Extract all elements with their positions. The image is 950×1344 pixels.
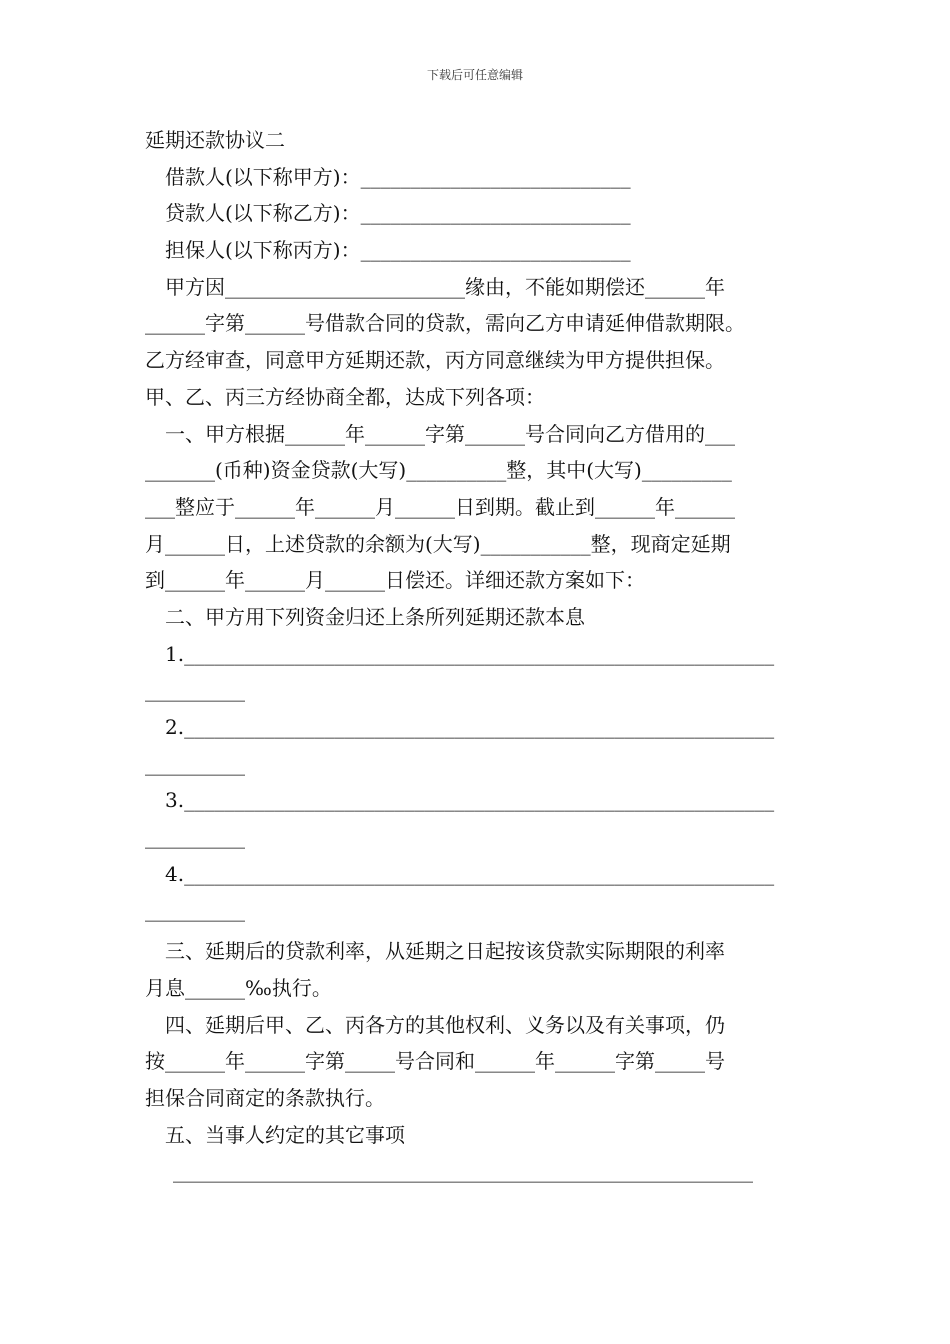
- preamble-line: 乙方经审查，同意甲方延期还款，丙方同意继续为甲方提供担保。: [145, 348, 725, 373]
- repayment-item-3: 3.___________________________________________________________: [165, 788, 775, 813]
- clause-5-heading: 五、当事人约定的其它事项: [165, 1122, 405, 1147]
- clause-1-line: 一、甲方根据______年______字第______号合同向乙方借用的___: [165, 421, 735, 446]
- repayment-item-2: 2.___________________________________________________________: [165, 715, 775, 739]
- repayment-item-2-cont: __________: [145, 751, 245, 776]
- clause-1-line: ___整应于______年______月______日到期。截止到______年______: [145, 494, 735, 519]
- repayment-item-4-cont: __________: [145, 898, 245, 923]
- clause-5-blank: __________________________________________________________: [173, 1159, 753, 1184]
- clause-2-heading: 二、甲方用下列资金归还上条所列延期还款本息: [165, 604, 585, 629]
- repayment-item-1: 1.___________________________________________________________: [165, 641, 775, 666]
- agreement-body: [145, 122, 810, 1190]
- guarantor-line: 担保人(以下称丙方)：___________________________: [165, 238, 631, 263]
- preamble-line: 甲、乙、丙三方经协商全都，达成下列各项：: [145, 384, 545, 409]
- preamble-line: 甲方因________________________缘由，不能如期偿还______年: [165, 274, 725, 299]
- lender-line: 贷款人(以下称乙方)：___________________________: [165, 201, 631, 226]
- clause-1-line: 月______日，上述贷款的余额为(大写)___________整，现商定延期: [145, 531, 731, 556]
- document-title: 延期还款协议二: [145, 128, 285, 152]
- clause-4-line: 按______年______字第_____号合同和______年______字第_____号: [145, 1049, 725, 1074]
- borrower-line: 借款人(以下称甲方)：___________________________: [165, 164, 631, 189]
- clause-4-line: 担保合同商定的条款执行。: [145, 1085, 385, 1110]
- clause-1-line: _______(币种)资金贷款(大写)__________整，其中(大写)_________: [145, 458, 732, 483]
- page-header: 下载后可任意编辑: [426, 68, 523, 82]
- clause-4-line: 四、延期后甲、乙、丙各方的其他权利、义务以及有关事项，仍: [165, 1012, 725, 1037]
- repayment-item-1-cont: __________: [145, 678, 245, 703]
- clause-3-line: 月息______‰执行。: [145, 975, 332, 1000]
- preamble-line: ______字第______号借款合同的贷款，需向乙方申请延伸借款期限。: [145, 311, 745, 336]
- repayment-item-3-cont: __________: [145, 825, 245, 850]
- clause-1-line: 到______年______月______日偿还。详细还款方案如下：: [145, 568, 645, 593]
- clause-3-line: 三、延期后的贷款利率，从延期之日起按该贷款实际期限的利率: [165, 939, 725, 964]
- repayment-item-4: 4.___________________________________________________________: [165, 861, 775, 886]
